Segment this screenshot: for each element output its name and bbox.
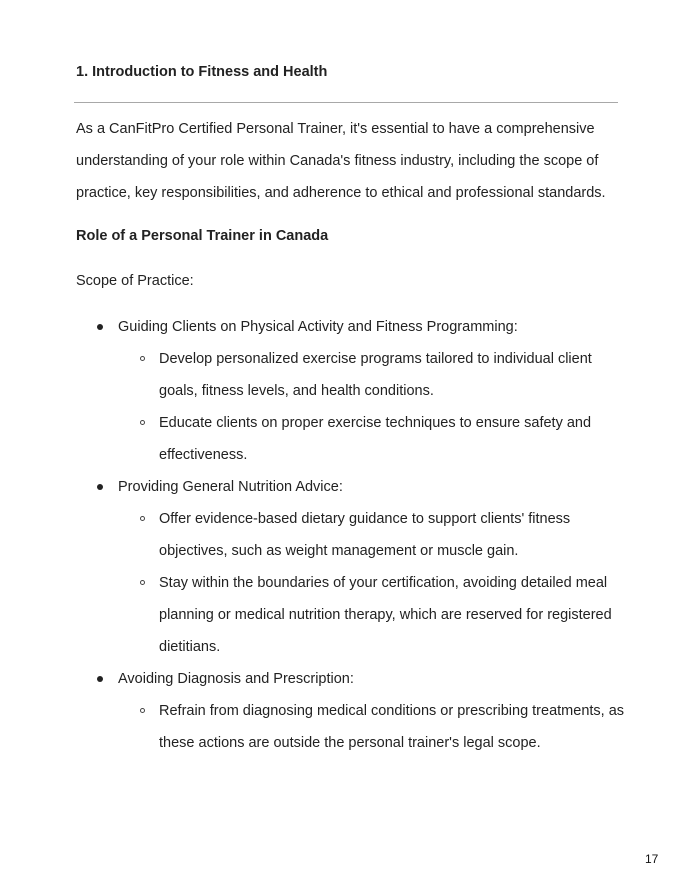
sub-list-item-text: Develop personalized exercise programs tailored to individual client goals, fitness levels, and health conditions. <box>159 351 592 399</box>
sub-list-item-text: Educate clients on proper exercise techniques to ensure safety and effectiveness. <box>159 415 592 463</box>
hollow-bullet-icon <box>140 356 145 361</box>
sub-list-item <box>0 695 629 759</box>
hollow-bullet-icon <box>140 708 145 713</box>
scope-label: Scope of Practice: <box>76 273 194 289</box>
sub-list-item-text: Offer evidence-based dietary guidance to support clients' fitness objectives, such as weight management or muscle gain. <box>159 511 571 559</box>
hollow-bullet-icon <box>140 516 145 521</box>
list-item-label: Avoiding Diagnosis and Prescription: <box>118 671 354 687</box>
bullet-icon <box>97 484 103 490</box>
page-number: 17 <box>645 852 659 866</box>
scope-list <box>0 311 691 759</box>
list-item-label: Providing General Nutrition Advice: <box>118 479 343 495</box>
list-item-label: Guiding Clients on Physical Activity and Fitness Programming: <box>118 319 518 335</box>
sub-list-item-text: Stay within the boundaries of your certification, avoiding detailed meal planning or medical nutrition therapy, which are reserved for registered dietitians. <box>159 575 612 655</box>
hollow-bullet-icon <box>140 420 145 425</box>
subsection-heading: Role of a Personal Trainer in Canada <box>76 228 329 244</box>
list-item <box>0 311 691 343</box>
section-heading: 1. Introduction to Fitness and Health <box>76 64 328 80</box>
sub-list-item <box>0 503 629 567</box>
sub-list-item <box>0 343 629 407</box>
hollow-bullet-icon <box>140 580 145 585</box>
bullet-icon <box>97 676 103 682</box>
list-item <box>0 663 691 695</box>
sub-list-item-text: Refrain from diagnosing medical conditions or prescribing treatments, as these actions are outside the personal trainer's legal scope. <box>159 703 625 751</box>
sub-list-item <box>0 407 629 471</box>
bullet-icon <box>97 324 103 330</box>
sub-list-item <box>0 567 629 663</box>
horizontal-rule <box>74 102 618 103</box>
intro-paragraph: As a CanFitPro Certified Personal Trainer, it's essential to have a comprehensive understanding of your role within Canada's fitness industry, including the scope of practice, key responsibilities, and adherence to ethical and professional standards. <box>76 121 606 201</box>
list-item <box>0 471 691 503</box>
